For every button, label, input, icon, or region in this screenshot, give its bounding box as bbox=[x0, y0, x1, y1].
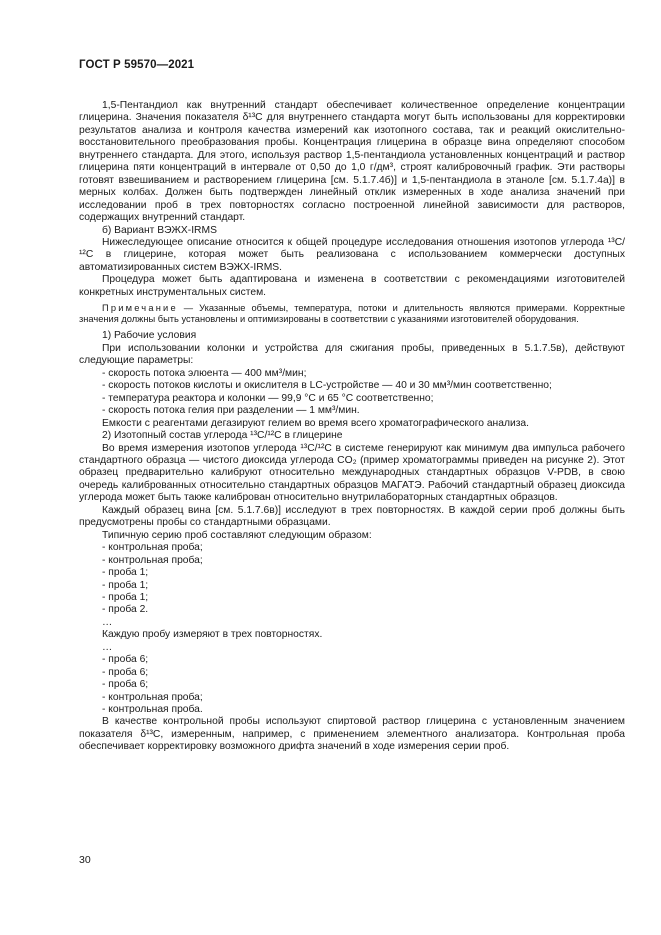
paragraph-degassing: Емкости с реагентами дегазируют гелием во время всего хроматографического анализа. bbox=[102, 417, 530, 429]
paragraph-measurement: Во время измерения изотопов углерода ¹³C/¹²C в системе генерируют как минимум два импульса рабочего стандартного образца — чистого диоксида углерода CO₂ (пример хроматограммы приведен на рисунке 2). Этот образец предварительно калибруют относительно международных стандартных образцов V-PDB, в свою очередь калиброванных относительно стандартных образцов МАГАТЭ. Рабочий стандартный образец диоксида углерода может быть также калиброван относительно внутрилабораторных стандартных образцов. bbox=[79, 442, 625, 504]
list-item: - контрольная проба; bbox=[102, 554, 203, 566]
list-item: - проба 1; bbox=[102, 579, 149, 591]
note-dash: — bbox=[177, 303, 200, 314]
document-body bbox=[79, 100, 625, 754]
list-item: - скорость потока элюента — 400 мм³/мин; bbox=[102, 367, 307, 379]
paragraph-conditions-intro: При использовании колонки и устройства для сжигания пробы, приведенных в 5.1.7.5в), действуют следующие параметры: bbox=[79, 342, 625, 367]
list-item: - скорость потоков кислоты и окислителя в LC-устройстве — 40 и 30 мм³/мин соответственно; bbox=[102, 380, 552, 392]
paragraph-internal-standard: 1,5-Пентандиол как внутренний стандарт обеспечивает количественное определение концентрации глицерина. Значения показателя δ¹³C для внутреннего стандарта могут быть использованы для корректировки результатов анализа и контроля качества измерений как изотопного состава, так и реакций окислительно-восстановительного преобразования пробы. Концентрация глицерина в образце вина определяют способом внутреннего стандарта. Для этого, используя раствор 1,5-пентандиола установленных концентраций и раствор глицерина пяти концентраций в интервале от 0,50 до 1,0 г/дм³, строят калибровочный график. Эти растворы готовят взвешиванием и растворением глицерина [см. 5.1.7.4б)] и 1,5-пентандиола в этаноле [см. 5.1.7.4а)] в мерных колбах. Должен быть подтвержден линейный отклик измеренных в ходе анализа значений при исследовании проб в трех повторностях согласно построенной линейной зависимости для растворов, содержащих внутренний стандарт. bbox=[79, 100, 625, 224]
paragraph-repeat-note: Каждую пробу измеряют в трех повторностях. bbox=[102, 629, 323, 641]
list-ellipsis: … bbox=[102, 641, 113, 653]
paragraph-replicates: Каждый образец вина [см. 5.1.7.6в)] исследуют в трех повторностях. В каждой серии проб должны быть предусмотрены пробы со стандартными образцами. bbox=[79, 504, 625, 529]
page-number: 30 bbox=[79, 854, 91, 866]
list-item: - температура реактора и колонки — 99,9 °C и 65 °C соответственно; bbox=[102, 392, 434, 404]
list-item: - проба 6; bbox=[102, 666, 149, 678]
section-heading-isotope-composition: 2) Изотопный состав углерода ¹³C/¹²C в глицерине bbox=[102, 430, 343, 442]
list-item: - проба 2. bbox=[102, 604, 149, 616]
list-item: - проба 6; bbox=[102, 654, 149, 666]
list-item: - контрольная проба; bbox=[102, 691, 203, 703]
note bbox=[79, 303, 625, 325]
list-item: - проба 6; bbox=[102, 679, 149, 691]
list-item: - контрольная проба. bbox=[102, 704, 203, 716]
subsection-heading-hplc-irms: б) Вариант ВЭЖХ-IRMS bbox=[102, 224, 217, 236]
note-text: Указанные объемы, температура, потоки и длительность являются примерами. Корректные значения должны быть установлены и оптимизированы в соответствии с указаниями изготовителей оборудования. bbox=[79, 303, 625, 325]
section-heading-operating-conditions: 1) Рабочие условия bbox=[102, 330, 197, 342]
list-item: - проба 1; bbox=[102, 591, 149, 603]
list-item: - проба 1; bbox=[102, 567, 149, 579]
note-label: Примечание bbox=[102, 303, 178, 314]
paragraph-procedure-adaptation: Процедура может быть адаптирована и изменена в соответствии с рекомендациями изготовителей конкретных инструментальных систем. bbox=[79, 274, 625, 298]
list-item: - скорость потока гелия при разделении — 1 мм³/мин. bbox=[102, 405, 360, 417]
paragraph-control-sample: В качестве контрольной пробы используют спиртовой раствор глицерина с установленным значением показателя δ¹³C, измеренным, например, с применением элементного анализатора. Контрольная проба обеспечивает корректировку возможного дрифта значений в ходе измерения серии проб. bbox=[79, 716, 625, 753]
list-ellipsis: … bbox=[102, 616, 113, 628]
paragraph-procedure-description: Нижеследующее описание относится к общей процедуре исследования отношения изотопов углерода ¹³C/¹²C в глицерине, которая может быть реализована с использованием коммерчески доступных автоматизированных систем ВЭЖХ-IRMS. bbox=[79, 236, 625, 273]
paragraph-series-intro: Типичную серию проб составляют следующим образом: bbox=[102, 529, 372, 541]
document-header: ГОСТ Р 59570—2021 bbox=[79, 59, 195, 71]
list-item: - контрольная проба; bbox=[102, 542, 203, 554]
